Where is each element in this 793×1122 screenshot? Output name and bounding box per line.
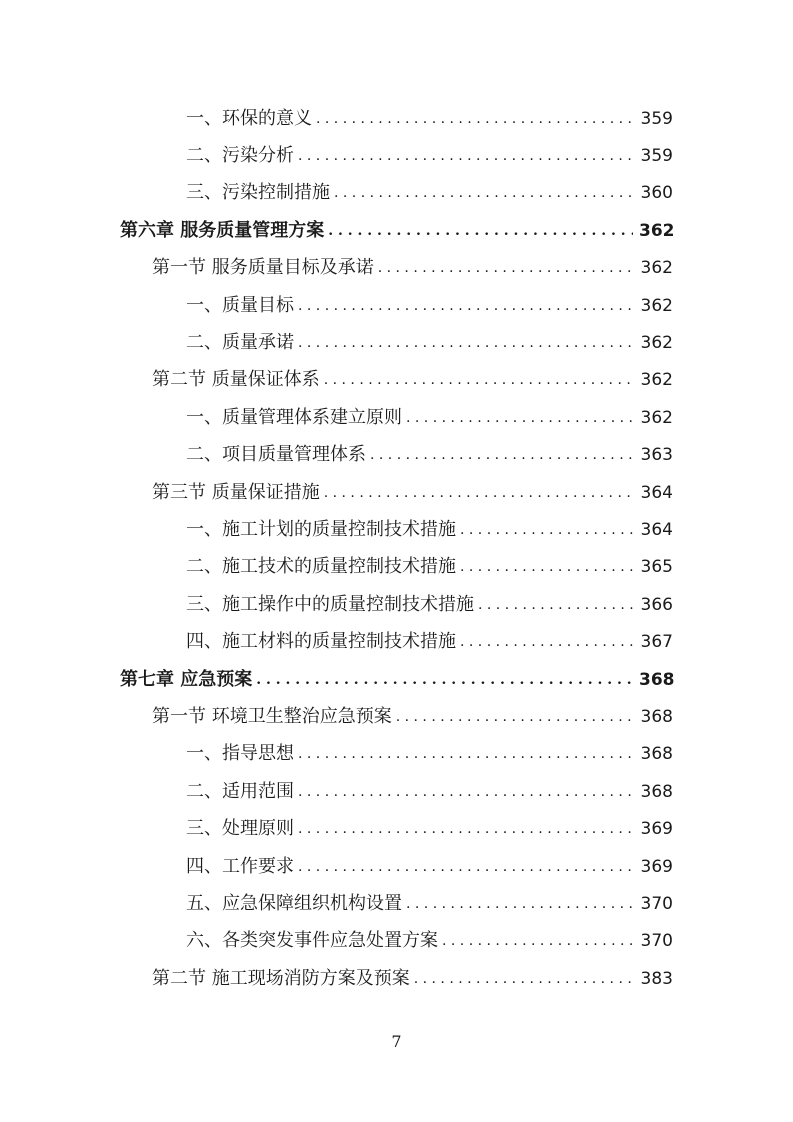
toc-entry-title: 一、质量管理体系建立原则	[186, 406, 402, 428]
toc-entry[interactable]	[0, 623, 793, 660]
dot-leader	[256, 669, 633, 691]
toc-entry-title: 三、处理原则	[186, 818, 294, 840]
dot-leader	[406, 893, 633, 915]
toc-entry[interactable]	[0, 175, 793, 212]
toc-entry-title: 第二节 施工现场消防方案及预案	[152, 967, 410, 989]
toc-entry-page: 364	[640, 482, 673, 503]
toc-entry-title: 第一节 环境卫生整治应急预案	[152, 705, 392, 727]
toc-entry-page: 369	[640, 819, 673, 840]
toc-entry-title: 四、施工材料的质量控制技术措施	[186, 631, 456, 653]
dot-leader	[298, 332, 633, 354]
toc-entry-page: 366	[640, 594, 673, 615]
toc-entry-page: 370	[640, 893, 673, 914]
toc-entry[interactable]	[0, 885, 793, 922]
dot-leader	[298, 781, 633, 803]
dot-leader	[298, 818, 633, 840]
toc-entry[interactable]	[0, 923, 793, 960]
toc-entry[interactable]	[0, 324, 793, 361]
toc-section-entry[interactable]	[0, 362, 793, 399]
page-number: 7	[391, 1032, 402, 1051]
dot-leader	[442, 930, 633, 952]
toc-entry[interactable]	[0, 100, 793, 137]
dot-leader	[460, 519, 633, 541]
toc-entry[interactable]	[0, 137, 793, 174]
toc-entry-title: 二、项目质量管理体系	[186, 444, 366, 466]
toc-entry-title: 一、指导思想	[186, 743, 294, 765]
toc-entry-title: 第六章 服务质量管理方案	[120, 219, 325, 241]
toc-entry-page: 362	[640, 258, 673, 279]
toc-entry-page: 359	[640, 146, 673, 167]
toc-entry[interactable]	[0, 511, 793, 548]
toc-entry-page: 363	[640, 445, 673, 466]
toc-entry-page: 364	[640, 519, 673, 540]
dot-leader	[396, 706, 633, 728]
toc-entry[interactable]	[0, 848, 793, 885]
toc-entry-title: 二、质量承诺	[186, 332, 294, 354]
toc-entry[interactable]	[0, 549, 793, 586]
dot-leader	[298, 856, 633, 878]
toc-entry-page: 368	[640, 781, 673, 802]
toc-entry-title: 第二节 质量保证体系	[152, 369, 320, 391]
toc-entry[interactable]	[0, 586, 793, 623]
toc-entry-title: 一、环保的意义	[186, 107, 312, 129]
toc-chapter-entry[interactable]	[0, 661, 793, 698]
toc-entry[interactable]	[0, 437, 793, 474]
dot-leader	[478, 594, 633, 616]
toc-entry-title: 第三节 质量保证措施	[152, 481, 320, 503]
toc-entry[interactable]	[0, 736, 793, 773]
dot-leader	[298, 145, 633, 167]
dot-leader	[460, 556, 633, 578]
dot-leader	[298, 743, 633, 765]
toc-section-entry[interactable]	[0, 698, 793, 735]
toc-entry-page: 365	[640, 557, 673, 578]
toc-entry-page: 362	[640, 370, 673, 391]
toc-entry-page: 362	[639, 220, 675, 241]
toc-entry-page: 383	[640, 968, 673, 989]
dot-leader	[328, 220, 633, 242]
toc-entry-title: 六、各类突发事件应急处置方案	[186, 930, 438, 952]
toc-entry-page: 360	[640, 183, 673, 204]
dot-leader	[406, 407, 633, 429]
toc-entry-title: 一、质量目标	[186, 294, 294, 316]
toc-chapter-entry[interactable]	[0, 212, 793, 249]
toc-entry-page: 362	[640, 295, 673, 316]
toc-entry-page: 368	[640, 744, 673, 765]
toc-entry-title: 第七章 应急预案	[120, 668, 253, 690]
dot-leader	[316, 108, 633, 130]
dot-leader	[324, 482, 633, 504]
dot-leader	[370, 444, 633, 466]
toc-entry-title: 第一节 服务质量目标及承诺	[152, 257, 374, 279]
dot-leader	[414, 968, 633, 990]
toc-entry-page: 362	[640, 407, 673, 428]
toc-entry-title: 一、施工计划的质量控制技术措施	[186, 518, 456, 540]
toc-entry-title: 五、应急保障组织机构设置	[186, 892, 402, 914]
toc-section-entry[interactable]	[0, 250, 793, 287]
table-of-contents	[0, 100, 793, 997]
dot-leader	[324, 369, 633, 391]
toc-entry[interactable]	[0, 399, 793, 436]
toc-entry-title: 三、污染控制措施	[186, 182, 330, 204]
toc-entry-title: 二、适用范围	[186, 780, 294, 802]
dot-leader	[334, 182, 633, 204]
toc-entry[interactable]	[0, 810, 793, 847]
toc-entry[interactable]	[0, 773, 793, 810]
toc-entry-page: 368	[639, 669, 675, 690]
toc-entry-title: 三、施工操作中的质量控制技术措施	[186, 593, 474, 615]
dot-leader	[378, 257, 633, 279]
toc-entry-page: 367	[640, 632, 673, 653]
toc-entry-title: 二、施工技术的质量控制技术措施	[186, 556, 456, 578]
toc-section-entry[interactable]	[0, 474, 793, 511]
toc-entry[interactable]	[0, 287, 793, 324]
dot-leader	[460, 631, 633, 653]
toc-entry-page: 370	[640, 931, 673, 952]
toc-entry-page: 362	[640, 333, 673, 354]
toc-entry-title: 四、工作要求	[186, 855, 294, 877]
toc-entry-page: 359	[640, 108, 673, 129]
toc-section-entry[interactable]	[0, 960, 793, 997]
dot-leader	[298, 295, 633, 317]
toc-entry-page: 369	[640, 856, 673, 877]
toc-entry-page: 368	[640, 706, 673, 727]
toc-entry-title: 二、污染分析	[186, 145, 294, 167]
